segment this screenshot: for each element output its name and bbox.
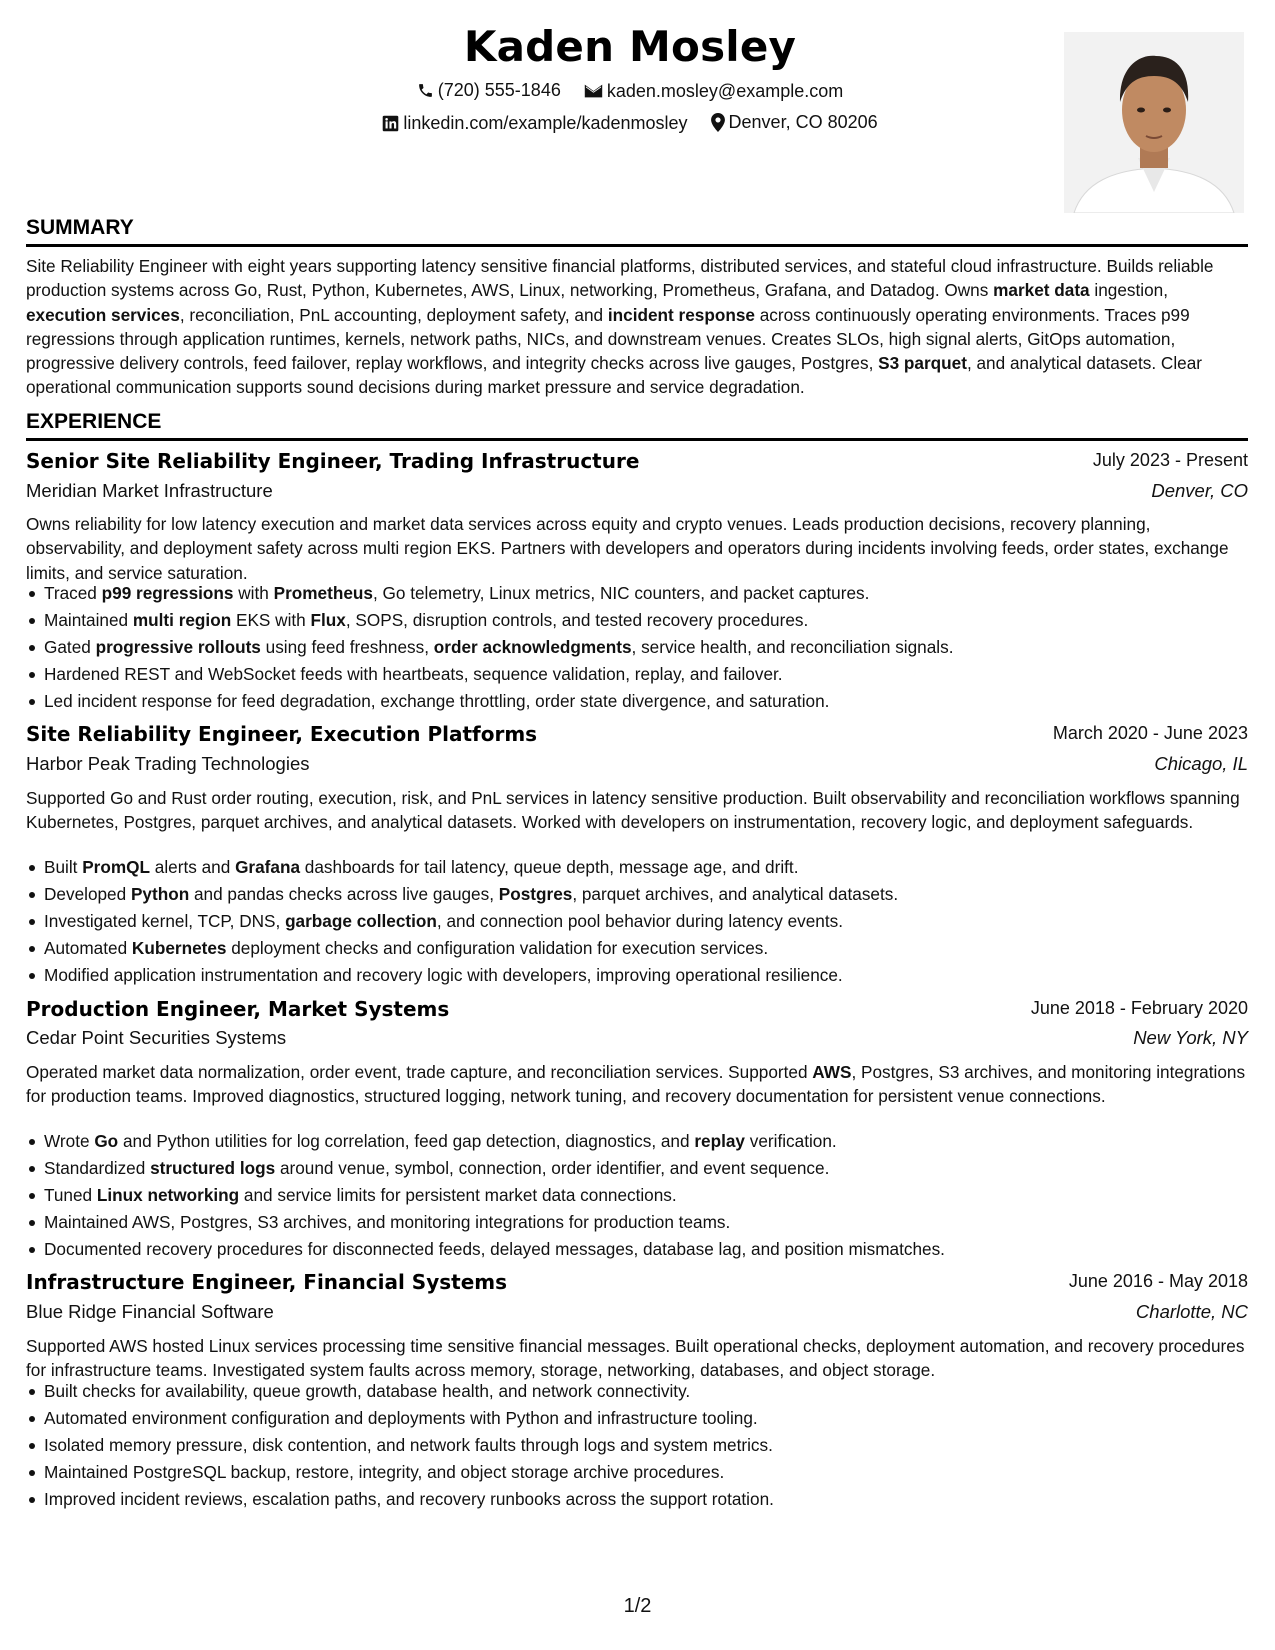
job-dates: June 2016 - May 2018 <box>1068 1271 1248 1291</box>
email-contact[interactable] <box>584 81 843 102</box>
bullet-item: Traced p99 regressions with Prometheus, Go telemetry, Linux metrics, NIC counters, and packet captures. <box>26 580 1250 607</box>
map-pin-icon <box>711 113 725 132</box>
emphasis-text: PromQL <box>82 857 151 877</box>
job-description: Owns reliability for low latency execution and market data services across equity and crypto venues. Leads production decisions, recovery planning, observability, and deployment safety across multi region EKS. Partners with developers and operators during incidents involving feeds, order states, exchange limits, and service saturation. <box>26 514 1229 583</box>
job-dates: July 2023 - Present <box>1092 450 1248 470</box>
job-location: Charlotte, NC <box>1135 1301 1248 1322</box>
linkedin-contact[interactable] <box>382 113 687 134</box>
linkedin-icon <box>382 115 399 132</box>
job-location: Denver, CO <box>1151 480 1248 501</box>
emphasis-text: execution services <box>26 304 180 325</box>
bullet-item: Automated Kubernetes deployment checks and configuration validation for execution services. <box>26 935 1250 962</box>
job-title: Senior Site Reliability Engineer, Trading Infrastructure <box>26 449 640 473</box>
company-name: Harbor Peak Trading Technologies <box>26 753 310 774</box>
emphasis-text: Go <box>94 1131 119 1151</box>
bullet-item: Tuned Linux networking and service limits for persistent market data connections. <box>26 1182 1250 1209</box>
emphasis-text: multi region <box>132 610 232 630</box>
emphasis-text: incident response <box>607 304 755 325</box>
emphasis-text: Grafana <box>235 857 301 877</box>
bullet-item: Investigated kernel, TCP, DNS, garbage collection, and connection pool behavior during latency events. <box>26 908 1250 935</box>
job-description: Supported Go and Rust order routing, execution, risk, and PnL services in latency sensitive production. Built observability and reconciliation workflows spanning Kubernetes, Postgres, parquet archives, and analytical datasets. Worked with developers on instrumentation, recovery logic, and deployment safeguards. <box>26 788 1240 833</box>
job-bullets <box>26 1378 1250 1513</box>
bullet-item: Documented recovery procedures for disconnected feeds, delayed messages, database lag, and position mismatches. <box>26 1236 1250 1263</box>
emphasis-text: order acknowledgments <box>433 637 632 657</box>
emphasis-text: structured logs <box>150 1158 276 1178</box>
job-location: New York, NY <box>1133 1027 1248 1048</box>
bullet-item: Led incident response for feed degradation, exchange throttling, order state divergence, and saturation. <box>26 688 1250 715</box>
bullet-item: Isolated memory pressure, disk contention, and network faults through logs and system metrics. <box>26 1432 1250 1459</box>
company-name: Cedar Point Securities Systems <box>26 1027 287 1048</box>
bullet-item: Developed Python and pandas checks across live gauges, Postgres, parquet archives, and analytical datasets. <box>26 881 1250 908</box>
job-description: Operated market data normalization, order event, trade capture, and reconciliation services. Supported AWS, Postgres, S3 archives, and monitoring integrations for production teams. Improved diagnostics, structured logging, network tuning, and recovery documentation for persistent venue connections. <box>26 1062 1246 1107</box>
job-title: Production Engineer, Market Systems <box>26 997 450 1021</box>
emphasis-text: progressive rollouts <box>95 637 261 657</box>
bullet-item: Automated environment configuration and deployments with Python and infrastructure tooling. <box>26 1405 1250 1432</box>
summary-heading: SUMMARY <box>26 216 134 239</box>
phone-contact <box>417 80 561 101</box>
job-description: Supported AWS hosted Linux services processing time sensitive financial messages. Built operational checks, deployment automation, and recovery procedures for infrastructure teams. Investigated system faults across memory, storage, networking, databases, and object storage. <box>26 1336 1245 1381</box>
bullet-item: Maintained PostgreSQL backup, restore, integrity, and object storage archive procedures. <box>26 1459 1250 1486</box>
emphasis-text: replay <box>694 1131 745 1151</box>
emphasis-text: Kubernetes <box>131 938 227 958</box>
job-location: Chicago, IL <box>1154 753 1248 774</box>
experience-divider <box>26 438 1248 441</box>
job-dates: March 2020 - June 2023 <box>1052 723 1248 743</box>
job-title: Site Reliability Engineer, Execution Platforms <box>26 722 538 746</box>
page-number: 1/2 <box>623 1595 652 1617</box>
emphasis-text: Python <box>130 884 190 904</box>
home-location: Denver, CO 80206 <box>728 112 878 132</box>
bullet-item: Modified application instrumentation and recovery logic with developers, improving operational resilience. <box>26 962 1250 989</box>
emphasis-text: market data <box>993 280 1090 301</box>
emphasis-text: Prometheus <box>273 583 373 603</box>
phone-icon <box>417 82 434 99</box>
bullet-item: Gated progressive rollouts using feed freshness, order acknowledgments, service health, and reconciliation signals. <box>26 634 1250 661</box>
linkedin-url[interactable]: linkedin.com/example/kadenmosley <box>403 113 688 133</box>
emphasis-text: Flux <box>310 610 346 630</box>
company-name: Meridian Market Infrastructure <box>26 480 273 501</box>
emphasis-text: AWS <box>812 1062 852 1082</box>
location-contact <box>711 112 878 133</box>
emphasis-text: S3 parquet <box>878 353 967 374</box>
bullet-item: Maintained multi region EKS with Flux, SOPS, disruption controls, and tested recovery procedures. <box>26 607 1250 634</box>
job-title: Infrastructure Engineer, Financial Systems <box>26 1270 508 1294</box>
envelope-icon <box>584 83 603 99</box>
emphasis-text: p99 regressions <box>101 583 234 603</box>
email-address[interactable]: kaden.mosley@example.com <box>606 80 844 101</box>
summary-divider <box>26 244 1248 247</box>
profile-photo <box>1064 32 1244 213</box>
job-bullets <box>26 1128 1250 1263</box>
bullet-item: Built PromQL alerts and Grafana dashboards for tail latency, queue depth, message age, and drift. <box>26 854 1250 881</box>
bullet-item: Improved incident reviews, escalation paths, and recovery runbooks across the support rotation. <box>26 1486 1250 1513</box>
company-name: Blue Ridge Financial Software <box>26 1301 274 1322</box>
bullet-item: Standardized structured logs around venue, symbol, connection, order identifier, and event sequence. <box>26 1155 1250 1182</box>
emphasis-text: Linux networking <box>96 1185 240 1205</box>
experience-heading: EXPERIENCE <box>26 410 162 433</box>
bullet-item: Hardened REST and WebSocket feeds with heartbeats, sequence validation, replay, and failover. <box>26 661 1250 688</box>
bullet-item: Wrote Go and Python utilities for log correlation, feed gap detection, diagnostics, and replay verification. <box>26 1128 1250 1155</box>
phone-number: (720) 555-1846 <box>437 80 561 100</box>
emphasis-text: garbage collection <box>285 911 437 931</box>
job-dates: June 2018 - February 2020 <box>1030 998 1248 1018</box>
job-bullets <box>26 580 1250 715</box>
emphasis-text: Postgres <box>498 884 573 904</box>
bullet-item: Maintained AWS, Postgres, S3 archives, and monitoring integrations for production teams. <box>26 1209 1250 1236</box>
candidate-name: Kaden Mosley <box>463 22 797 71</box>
job-bullets <box>26 854 1250 989</box>
bullet-item: Built checks for availability, queue growth, database health, and network connectivity. <box>26 1378 1250 1405</box>
summary-text: Site Reliability Engineer with eight years supporting latency sensitive financial platforms, distributed services, and stateful cloud infrastructure. Builds reliable production systems across Go, Rust, Python, Kubernetes, AWS, Linux, networking, Prometheus, Grafana, and Datadog. Owns market data ingestion, execution services, reconciliation, PnL accounting, deployment safety, and incident response across continuously operating environments. Traces p99 regressions through application runtimes, kernels, network paths, NICs, and downstream venues. Creates SLOs, high signal alerts, GitOps automation, progressive delivery controls, feed failover, replay workflows, and integrity checks across live gauges, Postgres, S3 parquet, and analytical datasets. Clear operational communication supports sound decisions during market pressure and service degradation. <box>26 256 1214 398</box>
